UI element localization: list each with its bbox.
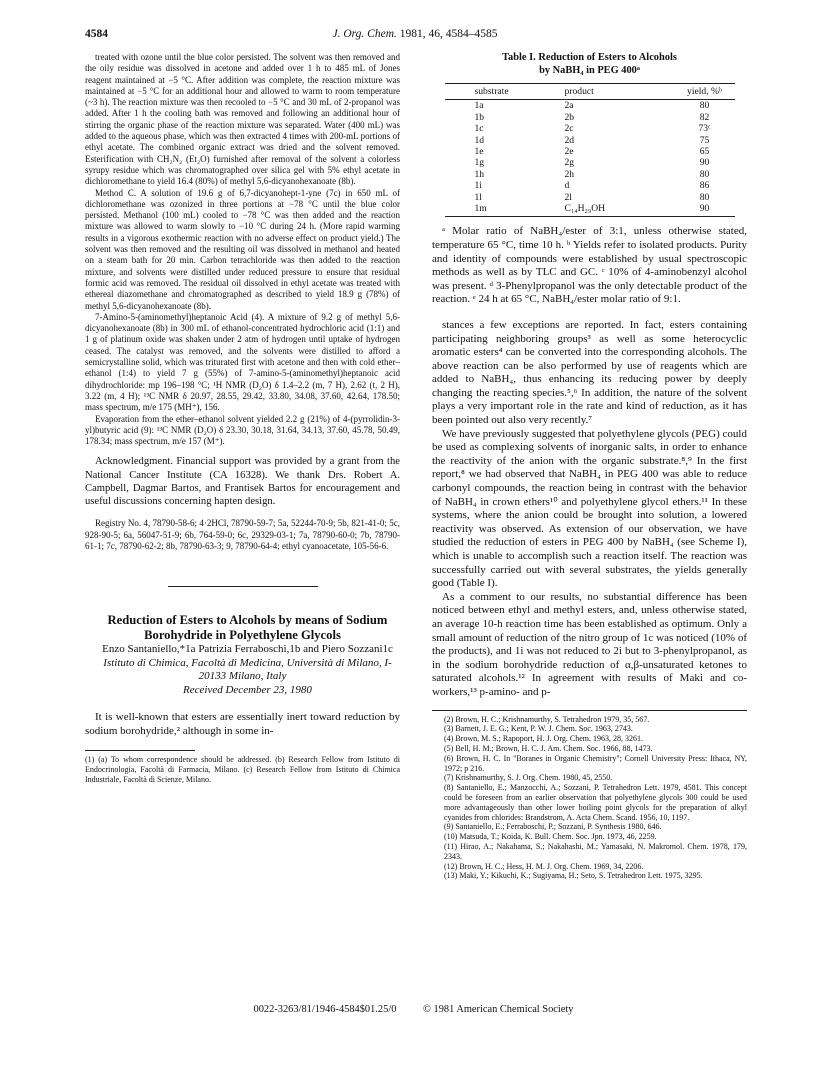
table-cell: 2b xyxy=(564,111,575,123)
table-cell: 65 xyxy=(699,145,710,157)
reference: (12) Brown, H. C.; Hess, H. M. J. Org. Chem. 1969, 34, 2206. xyxy=(444,861,644,871)
article-divider xyxy=(168,586,318,587)
reference: (7) Krishnamurthy, S. J. Org. Chem. 1980, 45, 2550. xyxy=(444,773,613,783)
article-intro: It is well-known that esters are essentially inert toward reduction by sodium borohydride,² although in some in- xyxy=(85,711,400,737)
table-cell: 2e xyxy=(564,145,574,157)
table-cell: 80 xyxy=(699,191,710,203)
column-header: yield, %ᵇ xyxy=(675,84,735,100)
page-number: 4584 xyxy=(85,28,108,40)
table-cell: 73ᶜ xyxy=(698,123,711,135)
column-header: substrate xyxy=(445,84,565,100)
paragraph: Evaporation from the ether–ethanol solvent yielded 2.2 g (21%) of 4-(pyrrolidin-3-yl)butyric acid (9): ¹³C NMR (D₂O) δ 23.30, 30.18, 31.64, 34.13, 37.60, 45.78, 50.49, 178.34; mass spectrum, m/e 157 (M⁺). xyxy=(85,413,400,447)
copyright: © 1981 American Chemical Society xyxy=(423,1004,574,1015)
table-title-line: by NaBH₄ in PEG 400ᵃ xyxy=(539,64,640,76)
table-cell: C₁₄H₂₉OH xyxy=(565,203,675,217)
journal-name: J. Org. Chem. xyxy=(332,28,397,40)
reference: (9) Santaniello, E.; Ferraboschi, P.; Sozzani, P. Synthesis 1980, 646. xyxy=(444,822,662,832)
table-row xyxy=(445,112,735,123)
table-cell: 2c xyxy=(564,123,574,135)
column-header: product xyxy=(565,84,675,100)
reference: (3) Barnett, J. E. G.; Kent, P. W. J. Chem. Soc. 1963, 2743. xyxy=(444,724,633,734)
table-header-row xyxy=(445,84,735,100)
article-title: Reduction of Esters to Alcohols by means of Sodium Borohydride in Polyethylene Glycols xyxy=(107,613,388,643)
footnote-rule xyxy=(85,750,195,751)
table-row xyxy=(445,123,735,134)
reference: (6) Brown, H. C. In "Boranes in Organic Chemistry"; Cornell University Press: Ithaca, NY, 1972; p 216. xyxy=(444,753,747,773)
paragraph: stances a few exceptions are reported. In fact, esters containing participating neighboring groups³ as well as some heterocyclic aromatic esters⁴ can be converted into the corresponding alcohols. The above reaction can be also performed by use of reagents which are added to NaBH₄, thus enhancing its reducing power by deeply changing the reacting species.⁵,⁶ In addition, the nature of the solvent plays a very important role in the rate and kind of reduction, as it has been pointed out also very recently.⁷ xyxy=(432,318,747,427)
table-cell: 1i xyxy=(474,180,482,192)
reference: (8) Santaniello, E.; Manzocchi, A.; Sozzani, P. Tetrahedron Lett. 1979, 4581. This concept could be foreseen from an earlier observation that polyethylene glycols 300 could be used more advantageously than other lower boiling point glycols for the preparation of alkyl cyanides from chlorides: Brandstrom, A. Acta Chem. Scand. 1956, 10, 1197. xyxy=(444,783,747,822)
acknowledgment: Acknowledgment. Financial support was provided by a grant from the National Cancer Institute (CA 16328). We thank Drs. Robert A. Campbell, Dagmar Bartos, and Frantisek Bartos for encouragement and useful discussions concerning hapten design. xyxy=(85,456,400,507)
registry-numbers: Registry No. 4, 78790-58-6; 4·2HCl, 78790-59-7; 5a, 52244-70-9; 5b, 821-41-0; 5c, 928-90-5; 6a, 56047-51-9; 6b, 764-59-0; 6c, 29329-03-1; 7a, 78790-60-0; 7b, 78790-61-1; 7c, 78790-62-2; 8b, 78790-63-3; 9, 78790-64-4; ethyl cyanoacetate, 105-56-6. xyxy=(85,518,400,551)
table-cell: 1c xyxy=(474,123,484,135)
journal-citation xyxy=(85,28,745,40)
table-cell: 1e xyxy=(474,145,484,157)
table-row xyxy=(445,203,735,217)
table-cell: 90 xyxy=(675,203,735,217)
reference: (11) Hirao, A.; Nakahama, S.; Nakahashi, M.; Yamasaki, N. Makromol. Chem. 1978, 179, 2343. xyxy=(444,841,747,861)
table-cell: 90 xyxy=(699,157,710,169)
page-footer xyxy=(0,1004,827,1015)
table-cell: 1b xyxy=(474,111,485,123)
paragraph: treated with ozone until the blue color persisted. The solvent was then removed and the oily residue was dissolved in acetone and added over 1 h to 485 mL of Jones reagent maintained at −5 °C. After addition was complete, the reaction mixture was maintained at −5 °C for an additional hour and allowed to warm to room temperature (~3 h). The reaction mixture was then recooled to −5 °C and 30 mL of 2-propanol was added. After 1 h the cooling bath was removed and following an additional hour of stirring the organic phase of the reaction mixture was separated. Water (400 mL) was added to the aqueous phase, which was then extracted 4 times with 200-mL portions of ethyl acetate. The combined organic extract was dried and the solvent removed. Esterification with CH₂N₂ (Et₂O) furnished after removal of the solvent a colorless syrupy residue which was chromatographed over silica gel with 5% ethyl acetate in dichloromethane to yield 16.4 (80%) of methyl 5,6-dicyanohexanoate (8b). xyxy=(85,52,400,187)
table-row xyxy=(445,192,735,203)
results-table xyxy=(445,83,735,217)
paragraph: As a comment to our results, no substantial difference has been noticed between ethyl and methyl esters, and, unless otherwise stated, an average 10-h reaction time has been established as optimum. Only a small amount of reduction of the nitro group of 1c was noticed (10% of the products), and 1i was not reduced to 2i but to 3-phenylpropanol, as in the sodium borohydride reduction of α,β-unsaturated ketones to saturated alcohols.¹² In agreement with results of Maki and co-workers,¹³ p-amino- and p- xyxy=(432,590,747,698)
page-header xyxy=(85,28,745,44)
table-cell: 80 xyxy=(699,168,710,180)
table-footnotes: ᵃ Molar ratio of NaBH₄/ester of 3:1, unless otherwise stated, temperature 65 °C, time 10 h. ᵇ Yields refer to isolated products. Purity and identity of compounds were established by usual spectroscopic methods as well as by TLC and GC. ᶜ 10% of 4-aminobenzyl alcohol was present. ᵈ 3-Phenylpropanol was the only detectable product of the reaction. ᵉ 24 h at 65 °C, NaBH₄/ester molar ratio of 9:1. xyxy=(432,225,747,306)
table-cell: 80 xyxy=(699,100,710,112)
table-row xyxy=(445,180,735,191)
table-row xyxy=(445,100,735,112)
references xyxy=(432,710,747,882)
table-cell: 2g xyxy=(564,157,575,169)
table-title xyxy=(432,52,747,77)
table-cell: 1a xyxy=(474,100,484,112)
article-affiliation: Istituto di Chimica, Facoltà di Medicina, Università di Milano, I-20133 Milano, Italy xyxy=(103,656,392,683)
table-cell: 2d xyxy=(564,134,575,146)
paragraph: We have previously suggested that polyethylene glycols (PEG) could be used as complexing solvents of inorganic salts, in order to enhance the reactivity of the anion with the organic substrate.⁸,⁹ In the first report,⁸ we had observed that NaBH₄ in PEG 400 was able to reduce carbonyl compounds, the reaction being in contrast with the behavior of NaBH₄ in crown ethers¹⁰ and polyethylene glycol ethers.¹¹ In these systems, where the anion could be brought into solution, a lowered reactivity was observed. As extension of our observation, we have studied the reduction of esters in PEG 400 by NaBH₄ (see Scheme I), which is unable to accomplish such a reaction itself. The reaction was successfully carried out with several substrates, the yields generally good (Table I). xyxy=(432,427,747,590)
table-cell: 1l xyxy=(474,191,482,203)
footnote: (1) (a) To whom correspondence should be addressed. (b) Research Fellow from Istituto di Endocrinologia, Facoltà di Farmacia, Milano. (c) Research Fellow from Istituto di Chimica Industriale, Facoltà di Scienze, Milano. xyxy=(85,755,400,784)
table-cell: 1d xyxy=(474,134,485,146)
table-cell: 2a xyxy=(564,100,574,112)
paragraph: Method C. A solution of 19.6 g of 6,7-dicyanohept-1-yne (7c) in 650 mL of dichloromethane was ozonized in three portions at −78 °C until the blue color persisted. Methanol (100 mL) cooled to −78 °C was then added and the reaction mixture was allowed to warm slowly to −10 °C during 24 h. (More rapid warming results in a vigorous exothermic reaction with no adverse effect on product yield.) The solvent was then removed and the resulting oil was dissolved in methanol and heated on a steam bath for 20 min. Carbon tetrachloride was then added to the reaction mixture, and solvents were distilled under reduced pressure to ensure that residual formic acid was removed. The residual oil dissolved in ethyl acetate was treated with ethereal diazomethane and chromatographed as described to yield 18.9 g (78%) of methyl 5,6-dicyanohexanoate (8b). xyxy=(85,187,400,311)
paragraph: 7-Amino-5-(aminomethyl)heptanoic Acid (4). A mixture of 9.2 g of methyl 5,6-dicyanohexanoate (8b) in 300 mL of ethanol-concentrated hydrochloric acid (1:1) and 1 g of platinum oxide was shaken under 2 atm of hydrogen until uptake of hydrogen ceased. The catalyst was removed, and the solvents were distilled to afford a semicrystalline solid, which was triturated first with acetone and then with cold ether–ethanol (1:4) to yield 7 g (55%) of 7-amino-5-(aminomethyl)heptanoic acid dihydrochloride: mp 196–198 °C; ¹H NMR (D₂O) δ 1.4–2.2 (m, 7 H), 2.62 (t, 2 H), 3.22 (m, 4 H); ¹³C NMR δ 20.97, 28.55, 29.42, 33.80, 34.08, 37.60, 42.64, 178.50; mass spectrum, m/e 175 (MH⁺), 156. xyxy=(85,311,400,413)
table-row xyxy=(445,157,735,168)
table-row xyxy=(445,135,735,146)
table-cell: 1g xyxy=(474,157,485,169)
reference: (5) Bell, H. M.; Brown, H. C. J. Am. Chem. Soc. 1966, 88, 1473. xyxy=(444,743,653,753)
reference: (10) Matsuda, T.; Koida, K. Bull. Chem. Soc. Jpn. 1973, 46, 2259. xyxy=(444,832,657,842)
doc-code: 0022-3263/81/1946-4584$01.25/0 xyxy=(253,1004,397,1015)
table-row xyxy=(445,169,735,180)
table-row xyxy=(445,146,735,157)
table-cell: 1m xyxy=(445,203,565,217)
table-title-line: Table I. Reduction of Esters to Alcohols xyxy=(502,52,677,63)
left-column xyxy=(85,52,400,992)
reference: (2) Brown, H. C.; Krishnamurthy, S. Tetrahedron 1979, 35, 567. xyxy=(444,714,650,724)
table-cell: 75 xyxy=(699,134,710,146)
received-date: Received December 23, 1980 xyxy=(183,683,312,696)
journal-volume: 1981, 46, 4584–4585 xyxy=(399,28,498,40)
reference: (13) Maki, Y.; Kikuchi, K.; Sugiyama, H.; Seto, S. Tetrahedron Lett. 1975, 3295. xyxy=(444,871,703,881)
table-cell: 2h xyxy=(564,168,575,180)
right-column xyxy=(432,52,747,992)
table-cell: 1h xyxy=(474,168,485,180)
article-authors: Enzo Santaniello,*1a Patrizia Ferraboschi,1b and Piero Sozzani1c xyxy=(102,643,393,656)
table-cell: d xyxy=(564,180,570,192)
reference: (4) Brown, M. S.; Rapoport, H. J. Org. Chem. 1963, 28, 3261. xyxy=(444,734,643,744)
table-cell: 86 xyxy=(699,180,710,192)
table-cell: 2l xyxy=(564,191,572,203)
table-cell: 82 xyxy=(699,111,710,123)
